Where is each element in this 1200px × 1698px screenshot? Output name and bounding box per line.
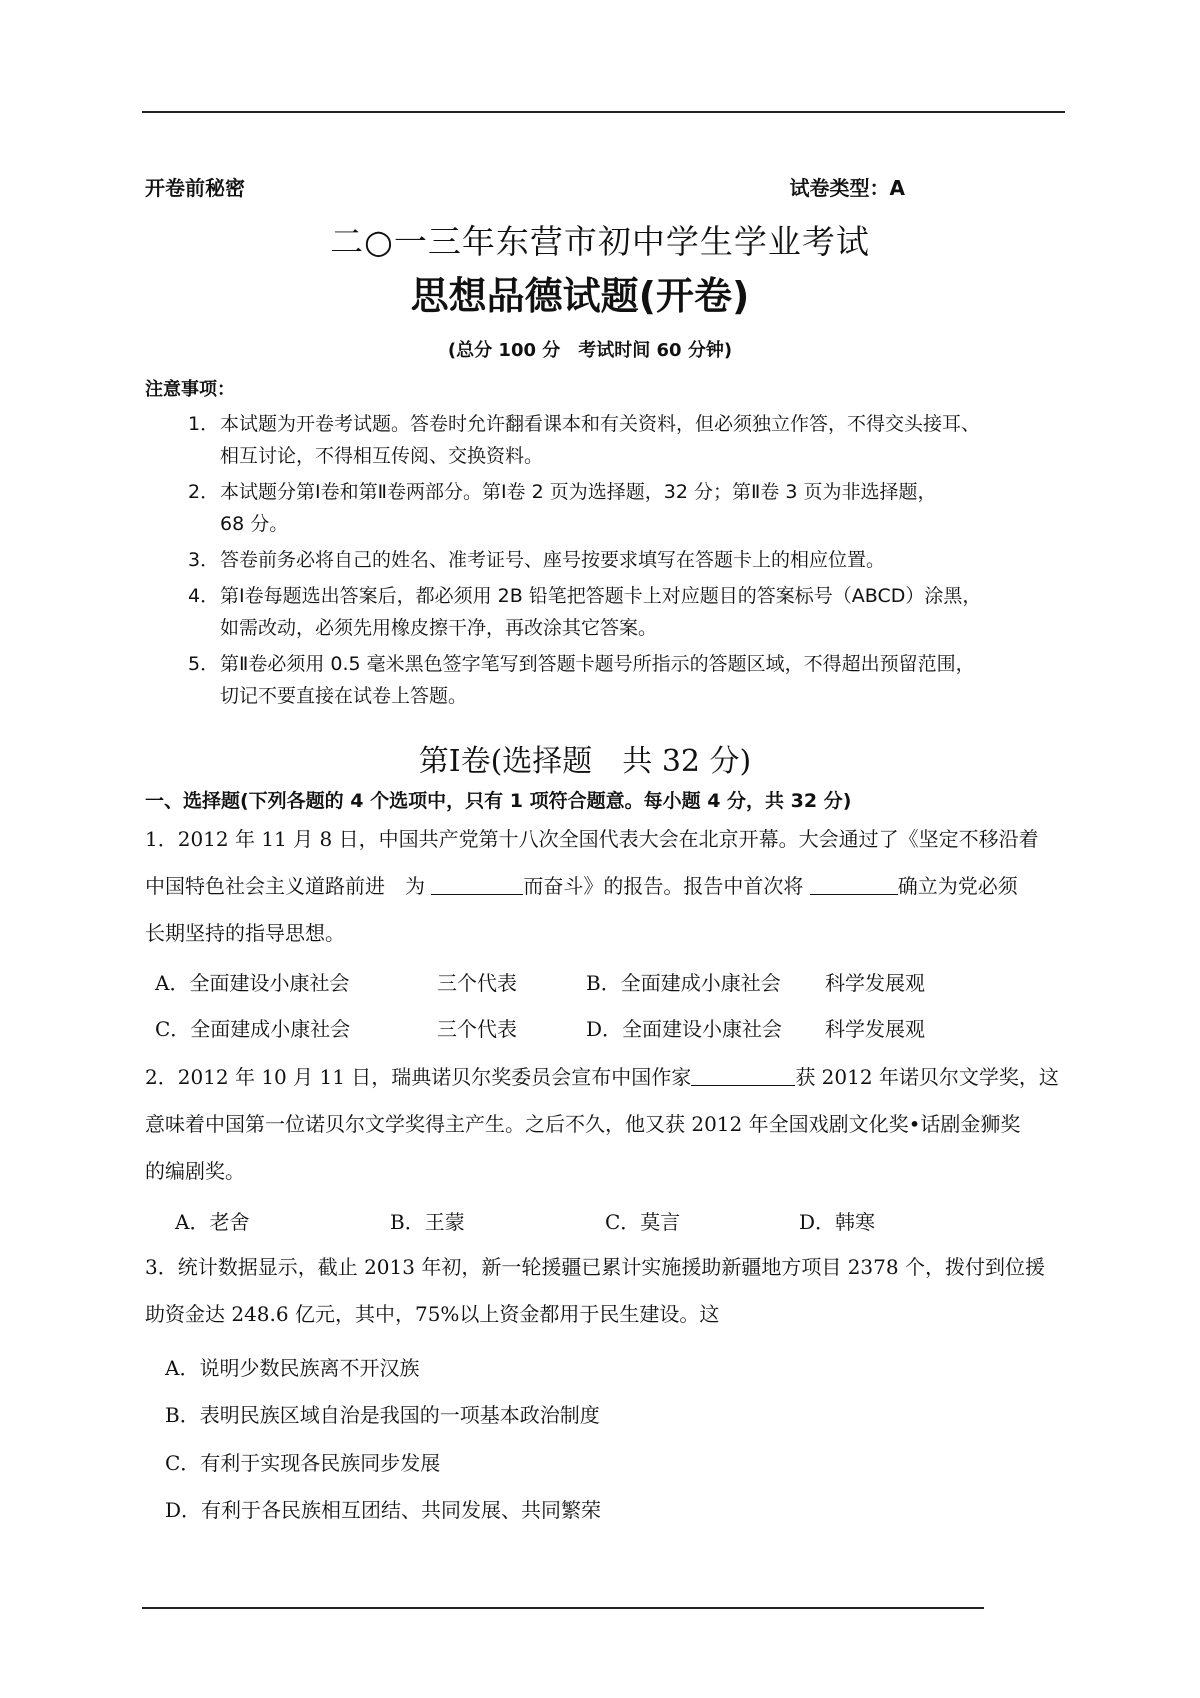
option-c: C．全面建成小康社会 xyxy=(155,1017,351,1041)
notice-line: 本试题分第Ⅰ卷和第Ⅱ卷两部分。第Ⅰ卷 2 页为选择题，32 分；第Ⅱ卷 3 页为非选择题， xyxy=(220,481,937,503)
option-b: B．表明民族区域自治是我国的一项基本政治制度 xyxy=(165,1403,600,1427)
question-text xyxy=(145,1054,1065,1101)
bottom-rule xyxy=(142,1607,984,1609)
option-c-value: 三个代表 xyxy=(437,1017,517,1041)
option-d: D．全面建设小康社会 xyxy=(586,1017,783,1041)
option-b-value: 科学发展观 xyxy=(825,971,925,995)
notice-item xyxy=(188,580,1073,644)
notice-line: 第Ⅱ卷必须用 0.5 毫米黑色签字笔写到答题卡题号所指示的答题区域，不得超出预留范围， xyxy=(220,653,975,675)
top-rule xyxy=(142,111,1065,113)
exam-subtitle: (总分 100 分 考试时间 60 分钟) xyxy=(447,340,733,361)
notice-number: 2． xyxy=(188,481,220,503)
option-d: D．有利于各民族相互团结、共同发展、共同繁荣 xyxy=(165,1498,602,1522)
option-a: A．老舍 xyxy=(175,1210,250,1234)
question-3 xyxy=(145,1244,1065,1338)
option-a: A．说明少数民族离不开汉族 xyxy=(165,1356,420,1380)
option-c: C．有利于实现各民族同步发展 xyxy=(165,1451,441,1475)
question-text-part: 获 2012 年诺贝尔文学奖，这 xyxy=(795,1065,1059,1089)
option-d: D．韩寒 xyxy=(799,1210,876,1234)
question-2 xyxy=(145,1054,1065,1195)
notice-line: 本试题为开卷考试题。答卷时允许翻看课本和有关资料，但必须独立作答，不得交头接耳、 xyxy=(220,413,981,435)
confidential-label: 开卷前秘密 xyxy=(145,176,245,200)
notice-line: 相互讨论，不得相互传阅、交换资料。 xyxy=(220,445,544,467)
question-text: 的编剧奖。 xyxy=(145,1159,245,1183)
notice-line: 68 分。 xyxy=(220,513,289,535)
question-text: 意味着中国第一位诺贝尔文学奖得主产生。之后不久，他又获 2012 年全国戏剧文化奖•话剧金狮奖 xyxy=(145,1112,1021,1136)
notice-number: 4． xyxy=(188,585,220,607)
option-b: B．全面建成小康社会 xyxy=(586,971,781,995)
option-c: C．莫言 xyxy=(605,1210,681,1234)
section-title: 第Ⅰ卷(选择题 共 32 分) xyxy=(418,744,752,779)
notice-line: 答卷前务必将自己的姓名、准考证号、座号按要求填写在答题卡上的相应位置。 xyxy=(220,549,886,571)
notice-line: 切记不要直接在试卷上答题。 xyxy=(220,685,468,707)
option-b: B．王蒙 xyxy=(390,1210,465,1234)
question-text-part: 2．2012 年 10 月 11 日，瑞典诺贝尔奖委员会宣布中国作家 xyxy=(145,1065,692,1089)
option-d-value: 科学发展观 xyxy=(825,1017,925,1041)
notice-line: 如需改动，必须先用橡皮擦干净，再改涂其它答案。 xyxy=(220,617,658,639)
question-text-part: 而奋斗》的报告。报告中首次将 xyxy=(523,874,810,898)
answer-blank xyxy=(691,1065,795,1086)
exam-title: 二○一三年东营市初中学生学业考试 xyxy=(330,222,870,261)
notice-item xyxy=(188,648,1073,712)
question-text xyxy=(145,863,1065,910)
question-text: 1．2012 年 11 月 8 日，中国共产党第十八次全国代表大会在北京开幕。大会通过了《坚定不移沿着 xyxy=(145,827,1039,851)
question-1 xyxy=(145,816,1065,957)
question-text: 长期坚持的指导思想。 xyxy=(145,921,345,945)
section-instruction: 一、选择题(下列各题的 4 个选项中，只有 1 项符合题意。每小题 4 分，共 32 分) xyxy=(145,790,852,812)
notice-number: 5． xyxy=(188,653,220,675)
notice-item xyxy=(188,544,1073,576)
notice-number: 1． xyxy=(188,413,220,435)
option-a: A．全面建设小康社会 xyxy=(155,971,350,995)
answer-blank xyxy=(810,874,898,895)
notice-item xyxy=(188,476,1073,540)
header-row xyxy=(145,172,905,202)
notice-heading: 注意事项： xyxy=(145,379,235,400)
answer-blank xyxy=(431,874,523,895)
notice-number: 3． xyxy=(188,549,220,571)
notice-list xyxy=(188,408,1073,716)
question-text-part: 中国特色社会主义道路前进 为 xyxy=(145,874,432,898)
question-text-part: 确立为党必须 xyxy=(897,874,1018,898)
question-text: 3．统计数据显示，截止 2013 年初，新一轮援疆已累计实施援助新疆地方项目 2378 个，拨付到位援 xyxy=(145,1255,1045,1279)
notice-item xyxy=(188,408,1073,472)
question-text: 助资金达 248.6 亿元，其中，75%以上资金都用于民生建设。这 xyxy=(145,1302,720,1326)
notice-line: 第Ⅰ卷每题选出答案后，都必须用 2B 铅笔把答题卡上对应题目的答案标号（ABCD）涂黑， xyxy=(220,585,982,607)
option-a-value: 三个代表 xyxy=(437,971,517,995)
paper-type-label: 试卷类型：A xyxy=(789,176,905,200)
subject-title: 思想品德试题(开卷) xyxy=(410,274,750,318)
